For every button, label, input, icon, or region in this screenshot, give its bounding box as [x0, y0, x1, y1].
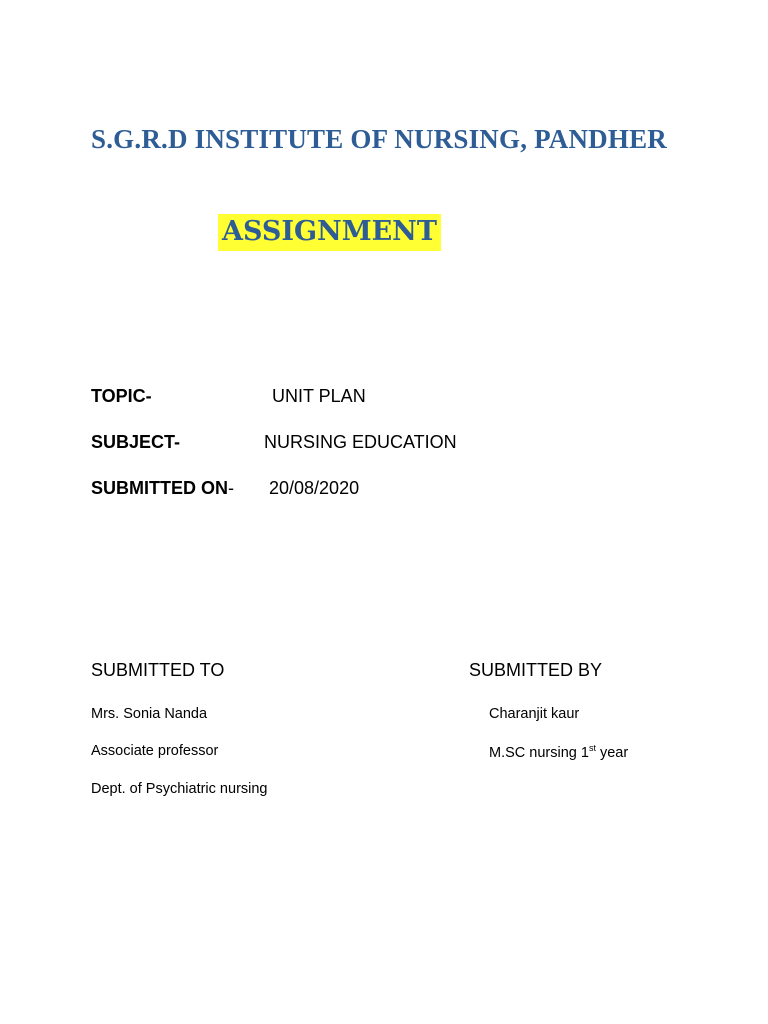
submitted-to-designation: Associate professor [91, 743, 219, 759]
submitted-on-label: SUBMITTED ON [91, 478, 228, 498]
institute-name: S.G.R.D INSTITUTE OF NURSING, PANDHER [91, 124, 667, 154]
subject-value: NURSING EDUCATION [264, 432, 457, 452]
submitted-to-department: Dept. of Psychiatric nursing [91, 781, 268, 797]
course-prefix: M.SC nursing 1 [489, 745, 589, 761]
submitted-by-heading: SUBMITTED BY [469, 660, 603, 680]
topic-row [91, 386, 366, 407]
submitted-by-course [489, 743, 628, 761]
topic-value: UNIT PLAN [272, 386, 366, 406]
submitted-on-value: 20/08/2020 [269, 478, 360, 498]
submitted-by-name: Charanjit kaur [489, 706, 580, 722]
submitted-on-row [91, 478, 360, 499]
submitted-on-dash: - [228, 478, 234, 498]
subject-label: SUBJECT- [91, 432, 181, 452]
course-superscript: st [588, 743, 596, 753]
subject-row [91, 432, 457, 453]
submitted-to-heading: SUBMITTED TO [91, 660, 225, 680]
course-suffix: year [595, 745, 629, 761]
submitted-to-name: Mrs. Sonia Nanda [91, 706, 208, 722]
assignment-title: ASSIGNMENT [218, 214, 441, 251]
topic-label: TOPIC- [91, 386, 152, 406]
